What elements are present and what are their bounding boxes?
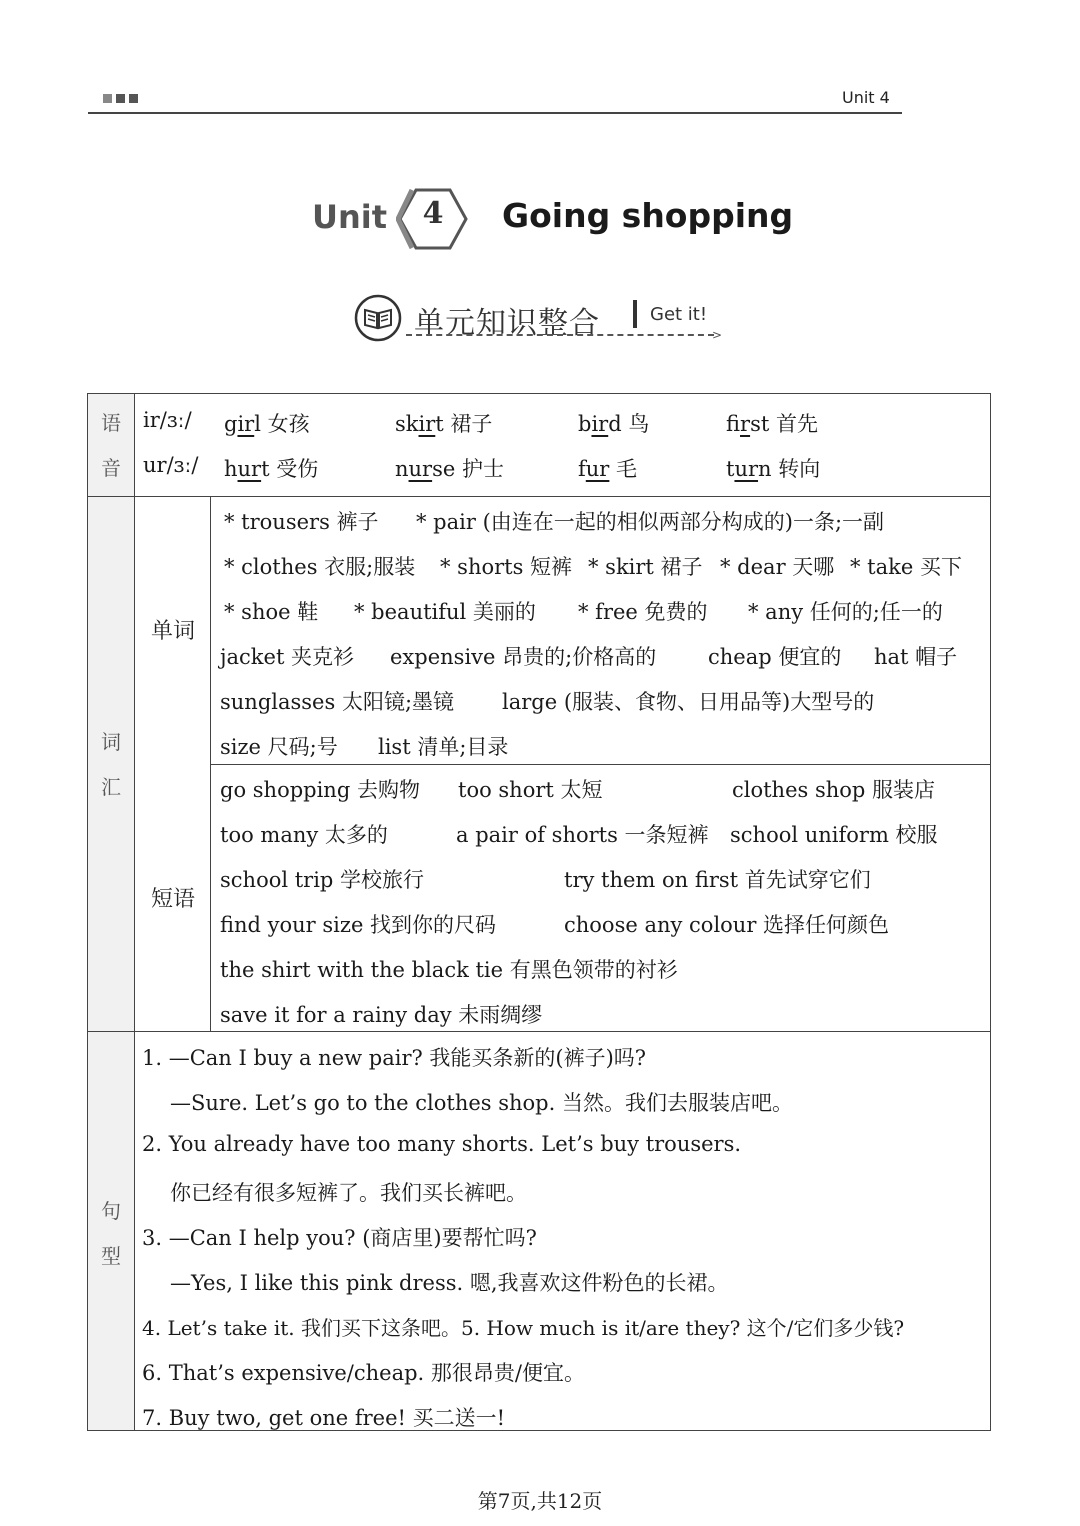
phonics-word: hurt 受伤 (224, 457, 319, 481)
vocab-word: * any 任何的;任一的 (748, 600, 943, 624)
vocab-word: jacket 夹克衫 (220, 645, 355, 669)
divider-words (210, 764, 990, 765)
sentence-line: —Yes, I like this pink dress. 嗯,我喜欢这件粉色的长裙。 (170, 1271, 729, 1295)
category-vocab-1: 词 (101, 730, 121, 754)
arrow-right-icon: > (712, 328, 723, 342)
page-number: 第7页,共12页 (477, 1489, 603, 1513)
vocab-phrase: school trip 学校旅行 (220, 868, 425, 892)
vocab-word: * beautiful 美丽的 (354, 600, 536, 624)
sentence-line: 2. You already have too many shorts. Let’s buy trousers. (142, 1132, 742, 1156)
category-sentence-1: 句 (101, 1199, 121, 1223)
sentence-line: 3. —Can I help you? (商店里)要帮忙吗? (142, 1226, 537, 1250)
section-divider (633, 300, 637, 328)
sub-label-phrases: 短语 (150, 887, 195, 912)
vocab-word: * free 免费的 (578, 600, 708, 624)
sub-label-words: 单词 (150, 619, 195, 644)
section-subtitle: Get it! (650, 304, 708, 325)
vocab-phrase: choose any colour 选择任何颜色 (564, 913, 890, 937)
title-unit-number: 4 (422, 196, 444, 231)
unit-title (0, 186, 1080, 252)
vocab-word: * pair (由连在一起的相似两部分构成的)一条;一副 (416, 510, 885, 534)
title-unit-name: Going shopping (502, 196, 794, 235)
knowledge-table (87, 393, 991, 1431)
phonics-word: bird 鸟 (578, 412, 650, 436)
section-dashed-line (406, 334, 714, 336)
phonics-word: nurse 护士 (395, 457, 505, 481)
vocab-phrase: too many 太多的 (220, 823, 388, 847)
vocab-phrase: clothes shop 服装店 (732, 778, 936, 802)
book-icon (354, 294, 402, 342)
category-sentence-2: 型 (101, 1244, 121, 1268)
vocab-word: large (服装、食物、日用品等)大型号的 (502, 690, 875, 714)
phonics-sound: ir/ɜː/ (143, 408, 192, 432)
sentence-line: 1. —Can I buy a new pair? 我能买条新的(裤子)吗? (142, 1046, 647, 1070)
vocab-word: * trousers 裤子 (224, 510, 379, 534)
sentence-line: 4. Let’s take it. 我们买下这条吧。5. How much is it/are they? 这个/它们多少钱? (142, 1316, 905, 1340)
phonics-word: first 首先 (726, 412, 818, 436)
vocab-word: * shorts 短裤 (440, 555, 573, 579)
vocab-phrase: the shirt with the black tie 有黑色领带的衬衫 (220, 958, 678, 982)
vocab-word: size 尺码;号 (220, 735, 338, 759)
vocab-phrase: find your size 找到你的尺码 (220, 913, 497, 937)
phonics-word: fur 毛 (578, 457, 638, 481)
sentence-line: —Sure. Let’s go to the clothes shop. 当然。我们去服装店吧。 (170, 1091, 793, 1115)
vocab-word: list 清单;目录 (378, 735, 509, 759)
vocab-phrase: too short 太短 (458, 778, 603, 802)
vocab-word: * shoe 鞋 (224, 600, 319, 624)
vocab-word: hat 帽子 (874, 645, 958, 669)
divider-vocab (88, 1031, 990, 1032)
section-heading (354, 294, 734, 344)
header-decoration (103, 94, 138, 103)
category-vocab-2: 汇 (101, 775, 121, 799)
vocab-word: * dear 天哪 (720, 555, 835, 579)
sentence-line: 6. That’s expensive/cheap. 那很昂贵/便宜。 (142, 1361, 585, 1385)
vocab-word: * clothes 衣服;服装 (224, 555, 416, 579)
vocab-phrase: save it for a rainy day 未雨绸缪 (220, 1003, 543, 1027)
header-unit-label: Unit 4 (842, 88, 890, 107)
header-rule (88, 112, 902, 114)
vocab-phrase: try them on first 首先试穿它们 (564, 868, 871, 892)
sentence-line: 7. Buy two, get one free! 买二送一! (142, 1406, 506, 1430)
phonics-word: turn 转向 (726, 457, 821, 481)
category-phonics-2: 音 (101, 456, 121, 480)
sentence-line: 你已经有很多短裤了。我们买长裤吧。 (170, 1181, 527, 1205)
section-title: 单元知识整合 (414, 306, 600, 341)
divider-vocab-sub (210, 496, 211, 1031)
vocab-word: * take 买下 (850, 555, 962, 579)
title-unit-word: Unit (312, 198, 388, 236)
vocab-word: sunglasses 太阳镜;墨镜 (220, 690, 455, 714)
vocab-phrase: go shopping 去购物 (220, 778, 420, 802)
phonics-word: girl 女孩 (224, 412, 310, 436)
vocab-word: cheap 便宜的 (708, 645, 842, 669)
vocab-word: * skirt 裙子 (588, 555, 703, 579)
category-phonics-1: 语 (101, 411, 121, 435)
phonics-word: skirt 裙子 (395, 412, 493, 436)
vocab-phrase: school uniform 校服 (730, 823, 938, 847)
vocab-phrase: a pair of shorts 一条短裤 (456, 823, 709, 847)
divider-phonics (88, 496, 990, 497)
phonics-sound: ur/ɜː/ (143, 453, 199, 477)
vocab-word: expensive 昂贵的;价格高的 (390, 645, 657, 669)
